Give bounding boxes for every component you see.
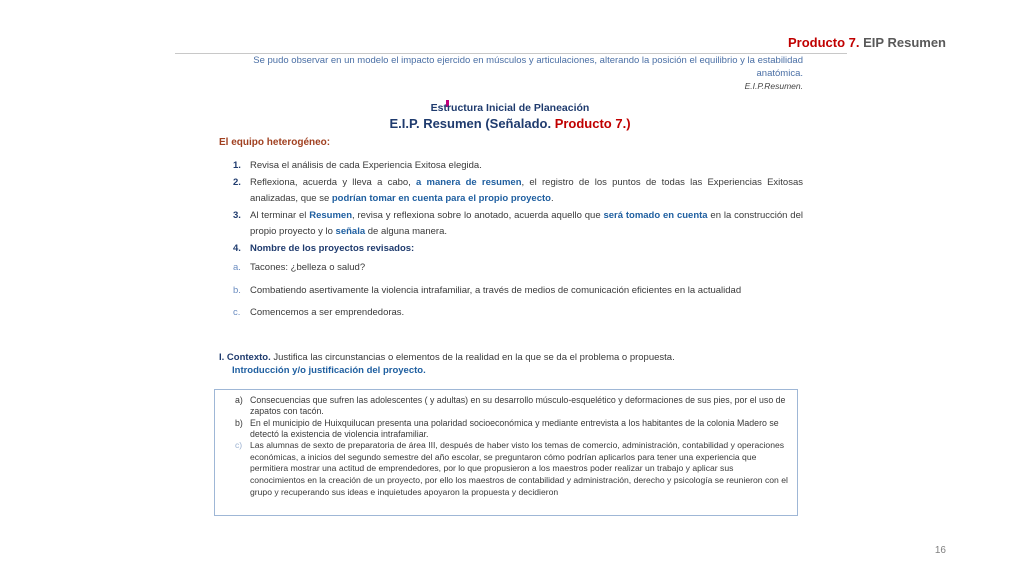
slide-title — [788, 35, 946, 50]
step-text-part: en la construcción del propio proyecto y lo — [250, 209, 803, 237]
box-item — [235, 395, 789, 418]
step-item — [233, 208, 803, 241]
box-item-text: Las alumnas de sexto de preparatoria de área III, después de haber visto los temas de comercio, administración, contabilidad y operaciones económicas, a inicios del segundo semestre del año escolar, se preguntaron cómo podrían aplicarlos para tener una experiencia que permitiera mostrar una actitud de emprendedores, por lo que propusieron a los maestros poder realizar un trabajo y aplicar sus conocimientos en la creación de un proyecto, por ello los maestros de contabilidad y administración, derecho y psicología se reunieron con el grupo y recuperando sus ideas e inquietudes apoyaron la propuesta y decidieron — [250, 440, 788, 497]
step-number: 3. — [233, 209, 241, 221]
intro-source: E.I.P.Resumen. — [744, 81, 803, 91]
heading-title-main: E.I.P. Resumen (Señalado. — [389, 116, 552, 131]
context-box — [214, 389, 798, 516]
project-letter: a. — [233, 262, 241, 273]
project-item — [233, 307, 803, 318]
step-emphasis: podrían tomar en cuenta para el propio proyecto — [331, 193, 551, 204]
project-name: Combatiendo asertivamente la violencia intrafamiliar, a través de medios de comunicación eficientes en la actualidad — [250, 285, 742, 296]
step-text: Nombre de los proyectos revisados: — [250, 242, 415, 254]
intro-paragraph — [250, 54, 803, 93]
step-text-part: Al terminar el — [250, 209, 310, 221]
page-number: 16 — [934, 545, 946, 556]
step-emphasis: a manera de resumen — [416, 176, 522, 188]
slide-title-name: EIP Resumen — [863, 35, 946, 50]
context-line — [219, 351, 809, 364]
section-heading — [380, 102, 640, 131]
step-item — [233, 241, 803, 258]
step-text — [250, 175, 803, 208]
step-number: 2. — [233, 176, 241, 188]
project-name: Comencemos a ser emprendedoras. — [250, 307, 405, 318]
box-item-text: En el municipio de Huixquilucan presenta una polaridad socioeconómica y mediante entrevista a los habitantes de la colonia Madero se detectó la existencia de violencia intrafamiliar. — [250, 417, 779, 439]
box-item — [235, 440, 789, 498]
step-emphasis: señala — [335, 226, 366, 237]
box-item-text: Consecuencias que sufren las adolescentes ( y adultas) en su desarrollo músculo-esquelético y deformaciones de sus pies, por el uso de zapatos con tacón. — [250, 395, 786, 417]
step-number: 1. — [233, 160, 241, 171]
step-text-part: de alguna manera. — [365, 226, 447, 237]
context-section — [219, 351, 809, 377]
step-emphasis: será tomado en cuenta — [603, 209, 708, 221]
step-number: 4. — [233, 242, 241, 254]
box-item-letter: c) — [235, 440, 243, 451]
team-label: El equipo heterogéneo: — [219, 137, 331, 148]
project-item — [233, 285, 803, 296]
slide-title-product: Producto 7. — [788, 35, 860, 50]
step-text-part: Reflexiona, acuerda y lleva a cabo, — [250, 176, 417, 188]
steps-list — [233, 158, 803, 257]
box-item-letter: b) — [235, 417, 243, 428]
project-name: Tacones: ¿belleza o salud? — [250, 262, 366, 273]
heading-title-product: Producto 7.) — [554, 116, 631, 131]
project-item — [233, 262, 803, 273]
step-item — [233, 175, 803, 208]
context-text: Justifica las circunstancias o elementos de la realidad en la que se da el problema o propuesta. — [270, 352, 675, 363]
context-lead: Contexto. — [226, 352, 271, 363]
step-item — [233, 158, 803, 175]
heading-subtitle: Estructura Inicial de Planeación — [430, 102, 590, 114]
box-item — [235, 418, 789, 441]
intro-text: Se pudo observar en un modelo el impacto ejercido en músculos y articulaciones, alterando la posición el equilibrio y la estabilidad anatómica. — [253, 55, 803, 79]
step-text-part: . — [550, 193, 554, 204]
heading-title — [380, 116, 640, 131]
step-text-part: , el registro de los puntos de todas las Experiencias Exitosas analizadas, que se — [250, 176, 803, 204]
project-letter: c. — [233, 307, 241, 318]
context-subtitle: Introducción y/o justificación del proyecto. — [232, 365, 426, 376]
box-item-letter: a) — [235, 395, 243, 405]
context-roman: I. — [219, 352, 225, 363]
project-letter: b. — [233, 285, 241, 296]
step-text-part: , revisa y reflexiona sobre lo anotado, acuerda aquello que — [352, 209, 604, 221]
step-text: Revisa el análisis de cada Experiencia Exitosa elegida. — [250, 160, 482, 171]
step-emphasis: Resumen — [309, 209, 353, 221]
step-text — [250, 208, 803, 241]
